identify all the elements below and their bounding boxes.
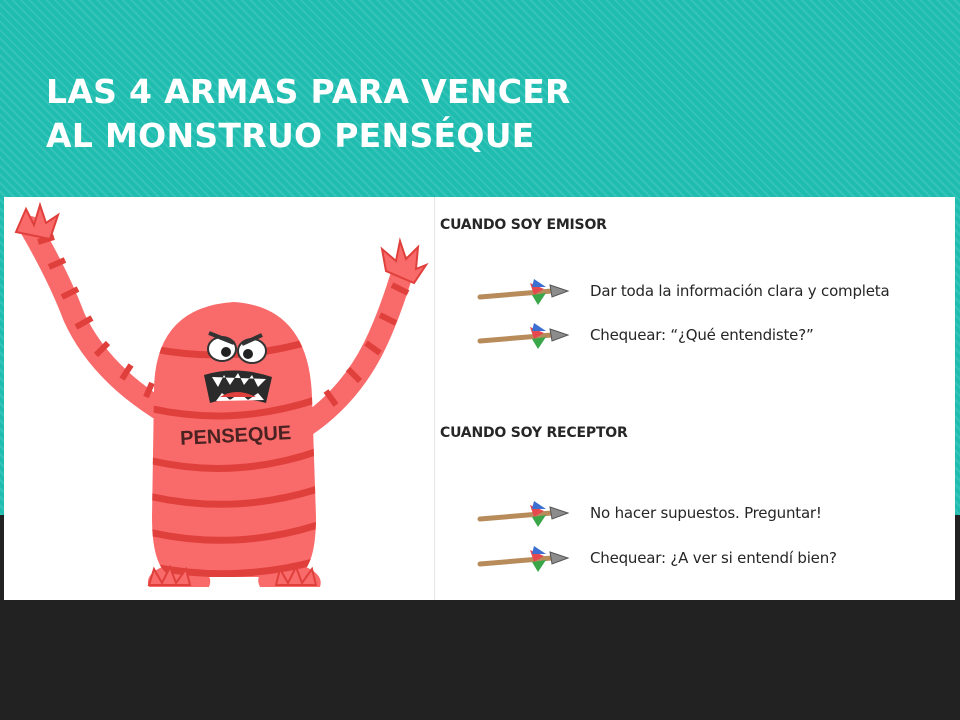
title-line-1: LAS 4 ARMAS PARA VENCER: [46, 72, 571, 111]
receptor-item-1: [476, 495, 946, 533]
receptor-item-2: [476, 540, 946, 578]
weapons-panel: [440, 197, 955, 600]
title-line-2: AL MONSTRUO PENSÉQUE: [46, 116, 535, 155]
emisor-item-2-text: Chequear: “¿Qué entendiste?”: [590, 326, 814, 344]
receptor-heading: CUANDO SOY RECEPTOR: [440, 425, 628, 441]
slide-title: [46, 70, 571, 158]
monster-illustration: [4, 197, 435, 600]
arrow-icon: [476, 273, 576, 311]
monster-right-arm: [304, 267, 404, 427]
emisor-item-2: [476, 317, 946, 355]
monster-left-hand: [16, 205, 58, 239]
emisor-item-1: [476, 273, 946, 311]
monster-right-hand: [382, 241, 426, 283]
arrow-icon: [476, 540, 576, 578]
emisor-item-1-text: Dar toda la información clara y completa: [590, 282, 890, 300]
monster-label: PENSEQUE: [179, 422, 292, 450]
receptor-item-1-text: No hacer supuestos. Preguntar!: [590, 504, 822, 522]
emisor-heading: CUANDO SOY EMISOR: [440, 217, 607, 233]
receptor-item-2-text: Chequear: ¿A ver si entendí bien?: [590, 549, 837, 567]
arrow-icon: [476, 495, 576, 533]
slide-picture: [4, 197, 955, 600]
monster-graphic: [4, 197, 434, 600]
monster-left-arm: [30, 227, 164, 412]
arrow-icon: [476, 317, 576, 355]
